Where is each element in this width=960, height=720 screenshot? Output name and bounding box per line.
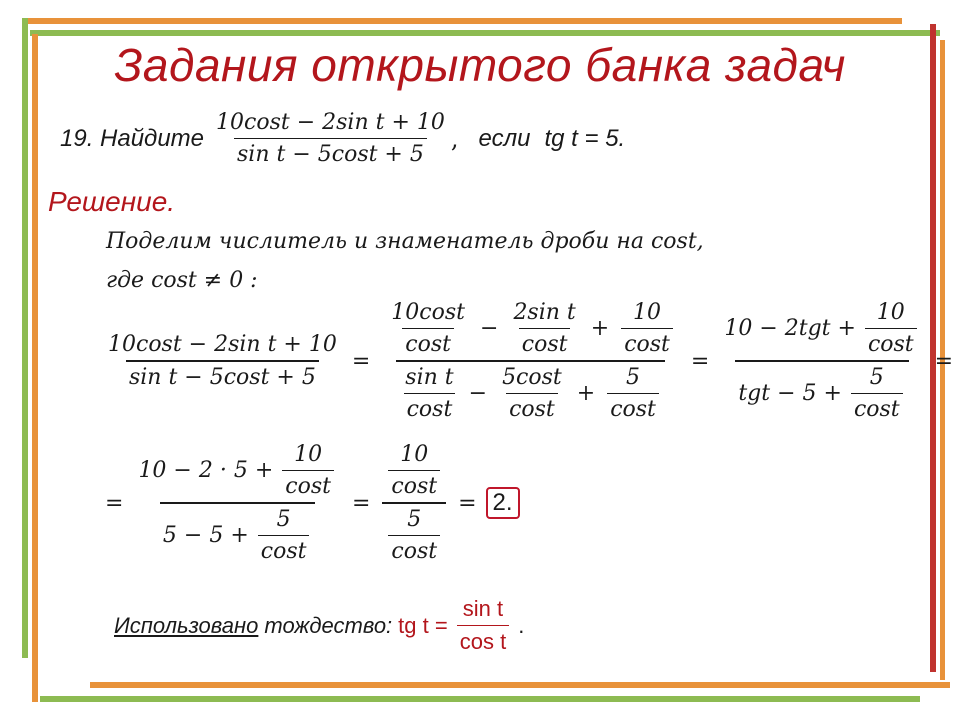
simplified-numerator [382, 442, 446, 502]
term-num: 5cost [502, 365, 562, 390]
problem-fraction [213, 110, 448, 167]
identity-lhs: tg t = [398, 612, 448, 638]
term-den: cost [402, 328, 454, 357]
term-num: 10 [400, 442, 429, 467]
term-num: 10 [633, 300, 662, 325]
problem-numerator: 10cost − 2sin t + 10 [216, 110, 445, 135]
plus-sign: + [590, 316, 610, 341]
identity-fraction [457, 596, 509, 655]
equals-sign: = [458, 490, 477, 516]
term-den: cost [621, 328, 673, 357]
bottom-green-bar [40, 696, 920, 702]
divided-denominator [396, 360, 665, 422]
term-den: cost [388, 535, 440, 564]
term-num: 5 [276, 507, 291, 532]
tangent-num-prefix: 10 − 2tgt + [724, 316, 856, 341]
top-green-bar [30, 30, 940, 36]
term-frac [865, 300, 917, 357]
equals-sign: = [105, 490, 124, 516]
term-num: 10 [876, 300, 905, 325]
term-num: 5 [869, 365, 884, 390]
term-den: cost [506, 393, 558, 422]
divided-fraction [382, 300, 679, 422]
term-den: cost [607, 393, 659, 422]
term-frac [402, 365, 456, 422]
term-frac [388, 300, 468, 357]
term-frac [388, 507, 440, 564]
substituted-numerator [135, 442, 340, 502]
minus-sign: − [480, 316, 499, 341]
solution-line-2: где cost ≠ 0 : [106, 268, 258, 293]
plus-sign: + [576, 381, 596, 406]
term-num: sin t [405, 365, 454, 390]
problem-denominator: sin t − 5cost + 5 [234, 138, 427, 167]
term-den: cost [404, 393, 456, 422]
term-den: cost [258, 535, 310, 564]
identity-end: . [518, 612, 525, 638]
problem-label: 19. Найдите [60, 124, 205, 152]
identity-line [114, 596, 524, 655]
identity-text: тождество: [264, 612, 393, 638]
identity-denominator: cos t [457, 625, 509, 655]
simplified-fraction [382, 442, 446, 564]
problem-condition-word: если [478, 124, 531, 152]
solution-heading: Решение. [48, 186, 176, 217]
original-denominator: sin t − 5cost + 5 [126, 360, 319, 390]
equation-row-1 [102, 300, 956, 422]
top-orange-bar [22, 18, 902, 24]
term-num: 5 [407, 507, 422, 532]
term-den: cost [388, 470, 440, 499]
term-frac [282, 442, 334, 499]
term-frac [388, 442, 440, 499]
tangent-fraction [721, 300, 922, 422]
substituted-den-prefix: 5 − 5 + [162, 523, 249, 548]
term-den: cost [519, 328, 571, 357]
term-frac [258, 507, 310, 564]
identity-numerator: sin t [462, 596, 504, 621]
problem-comma: , [450, 124, 459, 153]
substituted-denominator [160, 502, 316, 564]
answer-box: 2. [486, 487, 520, 519]
problem-condition: tg t = 5. [544, 124, 626, 152]
minus-sign: − [468, 381, 488, 406]
solution-line-1: Поделим числитель и знаменатель дроби на cost, [106, 229, 704, 254]
page-title: Задания открытого банка задач [114, 39, 846, 91]
term-frac [851, 365, 903, 422]
equals-sign: = [690, 348, 710, 374]
problem-statement [60, 110, 625, 167]
left-green-bar [22, 18, 28, 658]
substituted-fraction [135, 442, 340, 564]
term-frac [510, 300, 578, 357]
tangent-numerator [721, 300, 922, 360]
tangent-den-prefix: tgt − 5 + [738, 381, 842, 406]
tangent-denominator [735, 360, 908, 422]
equation-row-2 [102, 442, 520, 564]
term-frac [621, 300, 673, 357]
substituted-num-prefix: 10 − 2 · 5 + [138, 458, 274, 483]
left-orange-bar [32, 34, 38, 702]
term-den: cost [282, 470, 334, 499]
term-num: 10cost [391, 300, 465, 325]
term-den: cost [865, 328, 917, 357]
equals-sign: = [351, 348, 371, 374]
divided-numerator [382, 300, 679, 360]
simplified-denominator [382, 502, 446, 564]
original-numerator: 10cost − 2sin t + 10 [108, 332, 337, 357]
equals-sign: = [934, 348, 954, 374]
bottom-orange-bar [90, 682, 950, 688]
original-fraction [105, 332, 340, 390]
term-frac [499, 365, 565, 422]
equals-sign: = [351, 490, 371, 516]
term-frac [607, 365, 659, 422]
term-den: cost [851, 393, 903, 422]
identity-used-word: Использовано [114, 612, 259, 638]
term-num: 5 [626, 365, 641, 390]
term-num: 2sin t [513, 300, 576, 325]
term-num: 10 [294, 442, 323, 467]
